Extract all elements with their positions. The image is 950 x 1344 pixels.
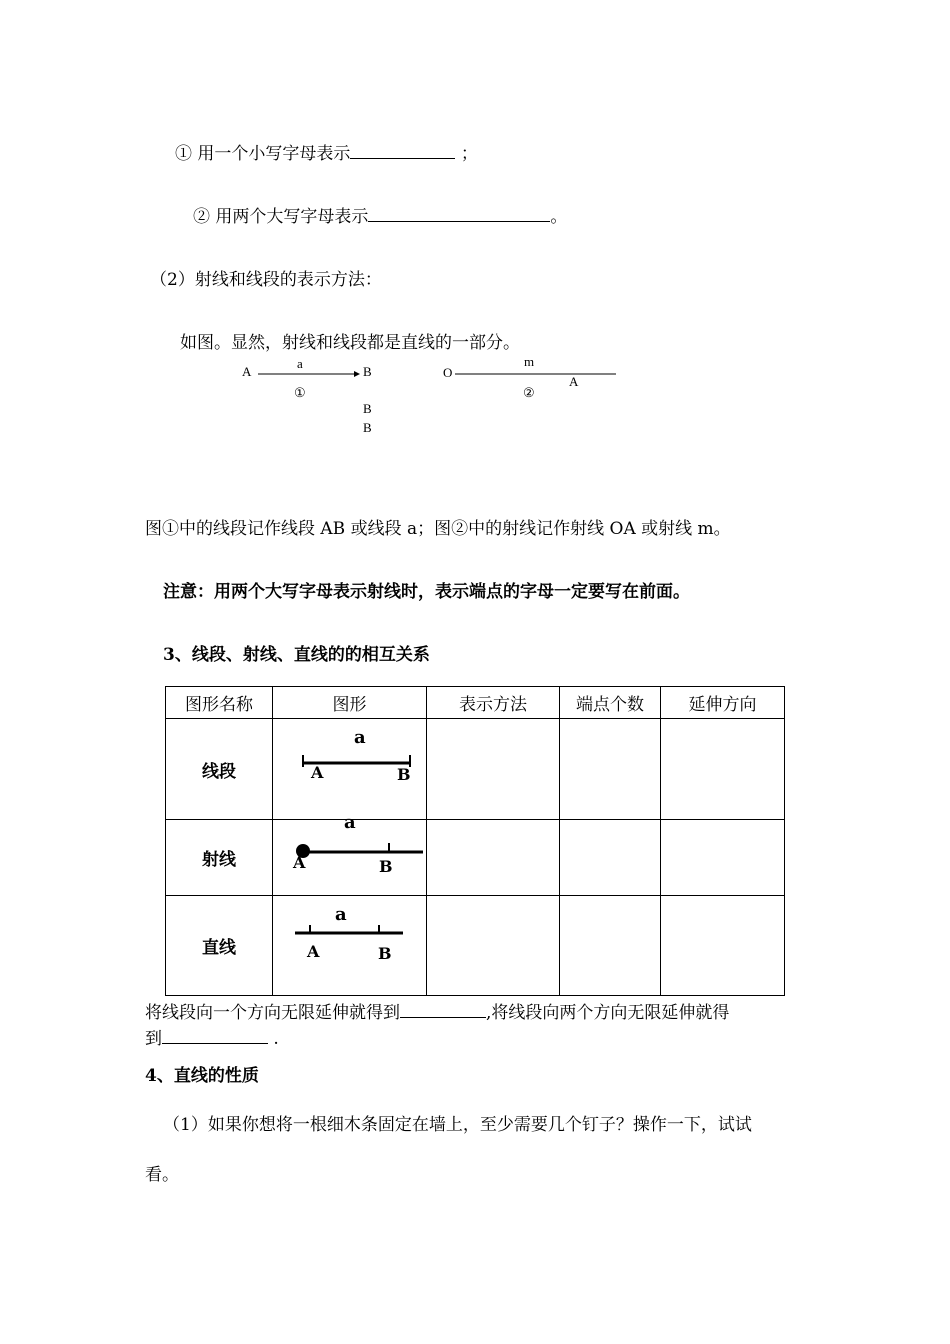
header-direction: 延伸方向 [661,687,785,719]
header-endpoints: 端点个数 [560,687,661,719]
line-notation-cell[interactable] [427,896,560,996]
item-2 [193,202,567,227]
figure-cell-ray [273,812,427,896]
fig1-label-a: a [297,356,303,371]
item-1-suffix: ； [460,144,478,164]
ray-point-b: B [379,857,393,876]
item-1 [175,139,478,164]
segment-point-a: A [311,763,324,782]
segment-label-a: a [354,727,366,748]
fill-part-4: . [273,1029,279,1049]
fill-sentence-line1 [145,998,729,1023]
segment-point-b: B [397,765,411,784]
figure-svg [230,350,630,440]
header-name: 图形名称 [166,687,273,719]
ray-label-a: a [344,812,356,833]
figure-cell-line [273,896,427,996]
fig2-number: ② [523,385,535,400]
fig1-number: ① [294,385,306,400]
table-row [166,719,785,820]
figure-cell-segment [273,719,427,820]
item-2-text: 用两个大写字母表示 [215,207,369,227]
section-4-heading: 4、直线的性质 [145,1066,259,1086]
line-label-a: a [335,904,347,925]
fig1-point-b: B [363,364,372,379]
fig1-point-a: A [242,364,252,379]
table-header-row [166,687,785,719]
line-endpoints-cell[interactable] [560,896,661,996]
header-figure: 图形 [273,687,427,719]
fill-part-2: ,将线段向两个方向无限延伸就得 [486,1003,730,1023]
ray-notation-cell[interactable] [427,820,560,896]
table-row [166,896,785,996]
segment-notation-cell[interactable] [427,719,560,820]
fig2-label-m: m [524,354,535,369]
section-3-heading: 3、线段、射线、直线的的相互关系 [163,645,430,665]
relation-table [165,686,785,996]
question-1-line1: （1）如果你想将一根细木条固定在墙上，至少需要几个钉子？操作一下，试试 [163,1115,752,1135]
line-direction-cell[interactable] [661,896,785,996]
row-name-line: 直线 [166,896,273,996]
item-2-suffix: 。 [550,207,568,227]
fig1-extra-b1: B [363,401,372,416]
question-1-line2: 看。 [145,1165,179,1185]
answer-blank-ray[interactable] [400,1001,486,1018]
segment-arrow [354,371,360,377]
answer-blank-2[interactable] [368,205,550,222]
fill-part-3: 到 [145,1029,162,1049]
fig2-point-a: A [569,374,579,389]
fill-sentence-line2 [145,1024,279,1049]
fig1-extra-b2: B [363,420,372,435]
ray-point-a: A [293,853,306,872]
note-text: 注意：用两个大写字母表示射线时，表示端点的字母一定要写在前面。 [163,582,690,602]
item-1-marker: ① [175,144,192,164]
ray-endpoints-cell[interactable] [560,820,661,896]
line-point-b: B [378,944,392,963]
fig2-point-o: O [443,365,453,380]
item-1-text: 用一个小写字母表示 [197,144,351,164]
figure-ray-segment [230,350,630,440]
segment-endpoints-cell[interactable] [560,719,661,820]
item-2-marker: ② [193,207,210,227]
line-point-a: A [307,942,320,961]
answer-blank-1[interactable] [350,142,455,159]
ray-direction-cell[interactable] [661,820,785,896]
explanation-text: 图①中的线段记作线段 AB 或线段 a；图②中的射线记作射线 OA 或射线 m。 [145,519,731,539]
row-name-segment: 线段 [166,719,273,820]
header-notation: 表示方法 [427,687,560,719]
line-figure [273,896,426,995]
section-2-heading: （2）射线和线段的表示方法： [150,270,382,290]
answer-blank-line[interactable] [162,1027,268,1044]
table-row [166,820,785,896]
intro-text: 如图。显然，射线和线段都是直线的一部分。 [180,333,520,353]
segment-direction-cell[interactable] [661,719,785,820]
fill-part-1: 将线段向一个方向无限延伸就得到 [145,1003,400,1023]
row-name-ray: 射线 [166,820,273,896]
